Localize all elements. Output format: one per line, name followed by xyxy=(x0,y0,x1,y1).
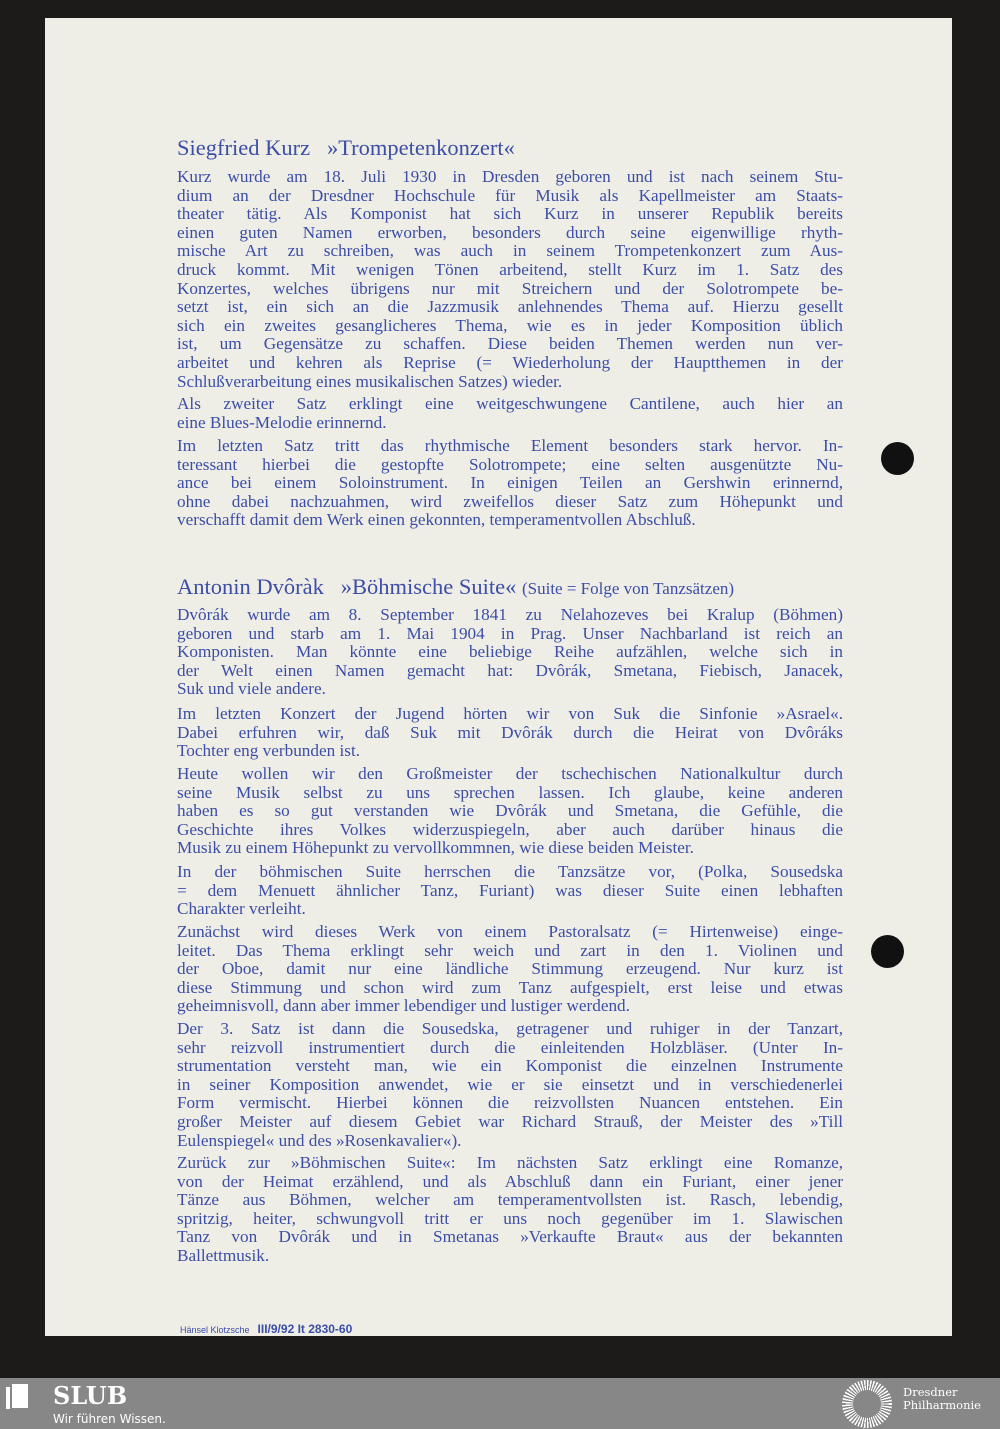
s2-para-1 xyxy=(177,705,843,761)
text-line: Tänze aus Böhmen, welcher am temperamentvollsten ist. Rasch, lebendig, xyxy=(177,1190,843,1210)
text-line: Im letzten Konzert der Jugend hörten wir von Suk die Sinfonie »Asrael«. xyxy=(177,704,843,723)
text-line: spritzig, heiter, schwungvoll tritt er uns noch gegenüber im 1. Slawischen xyxy=(177,1208,843,1228)
text-line: setzt ist, ein sich an die Jazzmusik anlehnendes Thema auf. Hierzu gesellt xyxy=(177,297,843,317)
text-line: dium an der Dresdner Hochschule für Musik als Kapellmeister am Staats- xyxy=(177,185,843,205)
text-line: theater tätig. Als Komponist hat sich Kurz in unserer Republik bereits xyxy=(177,204,843,224)
s2-para-0 xyxy=(177,606,843,699)
s1-para-1 xyxy=(177,395,843,432)
text-line: Kurz wurde am 18. Juli 1930 in Dresden geboren und ist nach seinem Stu- xyxy=(177,167,843,186)
text-line: Tochter eng verbunden ist. xyxy=(177,741,361,761)
work-title: »Böhmische Suite« xyxy=(340,574,517,599)
text-line: Komponisten. Man könnte eine beliebige Reihe aufzählen, welche sich in xyxy=(177,642,843,662)
text-line: strumentation versteht man, wie ein Komponist die einzelnen Instrumente xyxy=(177,1056,843,1076)
philharmonie-logo[interactable] xyxy=(903,1386,981,1412)
text-line: von der Heimat erzählend, und als Abschluß dann ein Furiant, einer jener xyxy=(177,1171,843,1191)
work-subtitle: (Suite = Folge von Tanzsätzen) xyxy=(521,579,735,598)
s2-para-4 xyxy=(177,923,843,1016)
slub-logo[interactable]: SLUB xyxy=(53,1381,128,1410)
composer-name: Siegfried Kurz xyxy=(177,135,311,160)
text-line: Ballettmusik. xyxy=(177,1245,270,1265)
text-line: Dabei erfuhren wir, daß Suk mit Dvôrák durch die Heirat von Dvôráks xyxy=(177,722,843,742)
printer-name: Hänsel Klotzsche xyxy=(180,1325,250,1335)
section-title-dvorak xyxy=(177,574,843,602)
text-line: Charakter verleiht. xyxy=(177,899,306,919)
text-line: Heute wollen wir den Großmeister der tschechischen Nationalkultur durch xyxy=(177,764,843,783)
text-line: Zurück zur »Böhmischen Suite«: Im nächsten Satz erklingt eine Romanze, xyxy=(177,1153,843,1172)
text-line: haben es so gut verstanden wie Dvôrák und Smetana, die Gefühle, die xyxy=(177,801,843,821)
composer-name: Antonin Dvôràk xyxy=(177,574,324,599)
text-line: Der 3. Satz ist dann die Sousedska, getragener und ruhiger in der Tanzart, xyxy=(177,1019,843,1038)
slub-book-icon xyxy=(12,1384,28,1408)
punch-hole xyxy=(881,442,914,475)
s1-para-0 xyxy=(177,168,843,391)
partner-line-1: Dresdner xyxy=(903,1385,958,1399)
text-line: Geschichte ihres Volkes widerzuspiegeln, aber auch darüber hinaus die xyxy=(177,819,843,839)
s2-para-6 xyxy=(177,1154,843,1266)
work-title: »Trompetenkonzert« xyxy=(326,135,515,160)
s2-para-3 xyxy=(177,863,843,919)
text-line: Dvôrák wurde am 8. September 1841 zu Nelahozeves bei Kralup (Böhmen) xyxy=(177,605,843,624)
text-line: großer Meister auf diesem Gebiet war Richard Strauß, der Meister des »Till xyxy=(177,1111,843,1131)
text-line: ohne dabei nachzuahmen, wird zweifellos dieser Satz zum Höhepunkt und xyxy=(177,491,843,511)
text-line: ance bei einem Soloinstrument. In einigen Teilen an Gershwin erinnernd, xyxy=(177,473,843,493)
text-line: Musik zu einem Höhepunkt zu vervollkommnen, wie diese beiden Meister. xyxy=(177,838,694,858)
text-line: diese Stimmung und schon wird zum Tanz aufgespielt, erst leise und etwas xyxy=(177,977,843,997)
text-line: einen guten Namen erworben, besonders durch seine eigenwillige rhyth- xyxy=(177,222,843,242)
text-line: Zunächst wird dieses Werk von einem Pastoralsatz (= Hirtenweise) einge- xyxy=(177,922,843,941)
text-line: geboren und starb am 1. Mai 1904 in Prag. Unser Nachbarland ist reich an xyxy=(177,623,843,643)
text-line: Suk und viele andere. xyxy=(177,679,326,699)
partner-line-2: Philharmonie xyxy=(903,1398,981,1412)
text-line: teressant hierbei die gestopfte Solotrompete; eine selten ausgenützte Nu- xyxy=(177,454,843,474)
print-code: III/9/92 It 2830-60 xyxy=(257,1322,353,1336)
s2-para-5 xyxy=(177,1020,843,1150)
text-line: sehr reizvoll instrumentiert durch die einleitenden Holzbläser. (Unter In- xyxy=(177,1037,843,1057)
text-line: Eulenspiegel« und des »Rosenkavalier«). xyxy=(177,1130,462,1150)
text-line: Im letzten Satz tritt das rhythmische Element besonders stark hervor. In- xyxy=(177,436,843,455)
text-line: Konzertes, welches übrigens nur mit Streichern und der Solotrompete be- xyxy=(177,278,843,298)
text-line: Tanz von Dvôrák und in Smetanas »Verkaufte Braut« aus der bekannten xyxy=(177,1227,843,1247)
text-line: mische Art zu schreiben, was auch in seinem Trompetenkonzert zum Aus- xyxy=(177,241,843,261)
text-line: in seiner Komposition anwendet, wie er sie einsetzt und in verschiedenerlei xyxy=(177,1074,843,1094)
text-line: Form vermischt. Hierbei können die reizvollsten Nuancen entstehen. Ein xyxy=(177,1093,843,1113)
text-line: seine Musik selbst zu uns sprechen lassen. Ich glaube, keine anderen xyxy=(177,782,843,802)
section-title-kurz xyxy=(177,135,843,161)
text-line: In der böhmischen Suite herrschen die Tanzsätze vor, (Polka, Sousedska xyxy=(177,862,843,881)
text-line: Als zweiter Satz erklingt eine weitgeschwungene Cantilene, auch hier an xyxy=(177,394,843,413)
slub-slogan: Wir führen Wissen. xyxy=(53,1412,166,1426)
footer-bar xyxy=(0,1378,1000,1429)
text-line: verschafft damit dem Werk einen gekonnten, temperamentvollen Abschluß. xyxy=(177,510,696,530)
text-line: sich ein zweites gesanglicheres Thema, wie es in jeder Komposition üblich xyxy=(177,315,843,335)
printer-imprint xyxy=(180,1320,352,1338)
text-line: ist, um Gegensätze zu schaffen. Diese beiden Themen werden nun ver- xyxy=(177,334,843,354)
text-line: leitet. Das Thema erklingt sehr weich und zart in den 1. Violinen und xyxy=(177,940,843,960)
punch-hole xyxy=(871,935,904,968)
text-line: der Welt einen Namen gemacht hat: Dvôrák, Smetana, Fiebisch, Janacek, xyxy=(177,660,843,680)
text-line: = dem Menuett ähnlicher Tanz, Furiant) was dieser Suite einen lebhaften xyxy=(177,880,843,900)
philharmonie-sun-icon xyxy=(842,1380,892,1428)
text-line: geheimnisvoll, dann aber immer lebendiger und lustiger werdend. xyxy=(177,996,630,1016)
text-line: der Oboe, damit nur eine ländliche Stimmung erzeugend. Nur kurz ist xyxy=(177,959,843,979)
s1-para-2 xyxy=(177,437,843,530)
text-line: eine Blues-Melodie erinnernd. xyxy=(177,412,387,432)
s2-para-2 xyxy=(177,765,843,858)
text-line: arbeitet und kehren als Reprise (= Wiederholung der Hauptthemen in der xyxy=(177,352,843,372)
text-line: druck kommt. Mit wenigen Tönen arbeitend, stellt Kurz im 1. Satz des xyxy=(177,259,843,279)
text-line: Schlußverarbeitung eines musikalischen Satzes) wieder. xyxy=(177,371,563,391)
